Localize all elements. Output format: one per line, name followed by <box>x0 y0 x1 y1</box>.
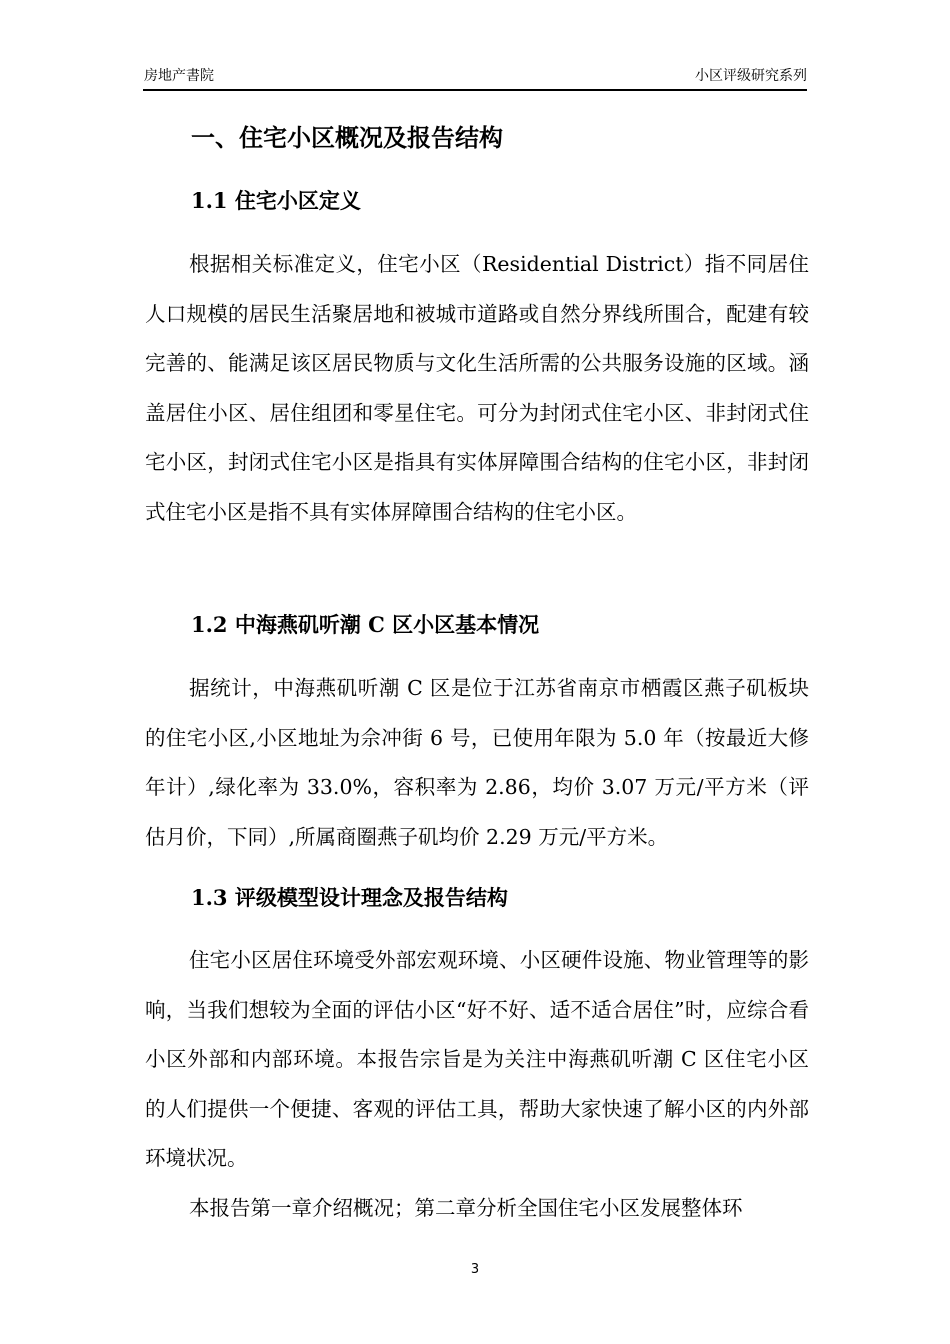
page-number: 3 <box>470 1262 480 1277</box>
header-left-text: 房地产書院 <box>144 68 214 84</box>
heading-1-3: 1.3 评级模型设计理念及报告结构 <box>191 885 508 910</box>
paragraph-basic-info: 据统计，中海燕矶听潮 C 区是位于江苏省南京市栖霞区燕子矶板块的住宅小区,小区地址为佘冲街 6 号，已使用年限为 5.0 年（按最近大修年计）,绿化率为 33.0%，容积率为 2.86，均价 3.07 万元/平方米（评估月价，下同）,所属商圈燕子矶均价 2.29 万元/平方米。 <box>145 676 809 849</box>
heading-1-1: 1.1 住宅小区定义 <box>191 188 361 213</box>
paragraph-model-design: 住宅小区居住环境受外部宏观环境、小区硬件设施、物业管理等的影响，当我们想较为全面的评估小区“好不好、适不适合居住”时，应综合看小区外部和内部环境。本报告宗旨是为关注中海燕矶听潮 C 区住宅小区的人们提供一个便捷、客观的评估工具，帮助大家快速了解小区的内外部环境状况。 <box>145 948 809 1170</box>
heading-1-2: 1.2 中海燕矶听潮 C 区小区基本情况 <box>191 612 540 637</box>
header-rule <box>143 89 807 91</box>
header-right-text: 小区评级研究系列 <box>695 68 807 84</box>
section-title: 一、住宅小区概况及报告结构 <box>191 123 503 152</box>
paragraph-definition: 根据相关标准定义，住宅小区（Residential District）指不同居住人口规模的居民生活聚居地和被城市道路或自然分界线所围合，配建有较完善的、能满足该区居民物质与文化生活所需的公共服务设施的区域。涵盖居住小区、居住组团和零星住宅。可分为封闭式住宅小区、非封闭式住宅小区，封闭式住宅小区是指具有实体屏障围合结构的住宅小区，非封闭式住宅小区是指不具有实体屏障围合结构的住宅小区。 <box>145 252 809 524</box>
paragraph-report-structure: 本报告第一章介绍概况；第二章分析全国住宅小区发展整体环 <box>189 1196 743 1220</box>
